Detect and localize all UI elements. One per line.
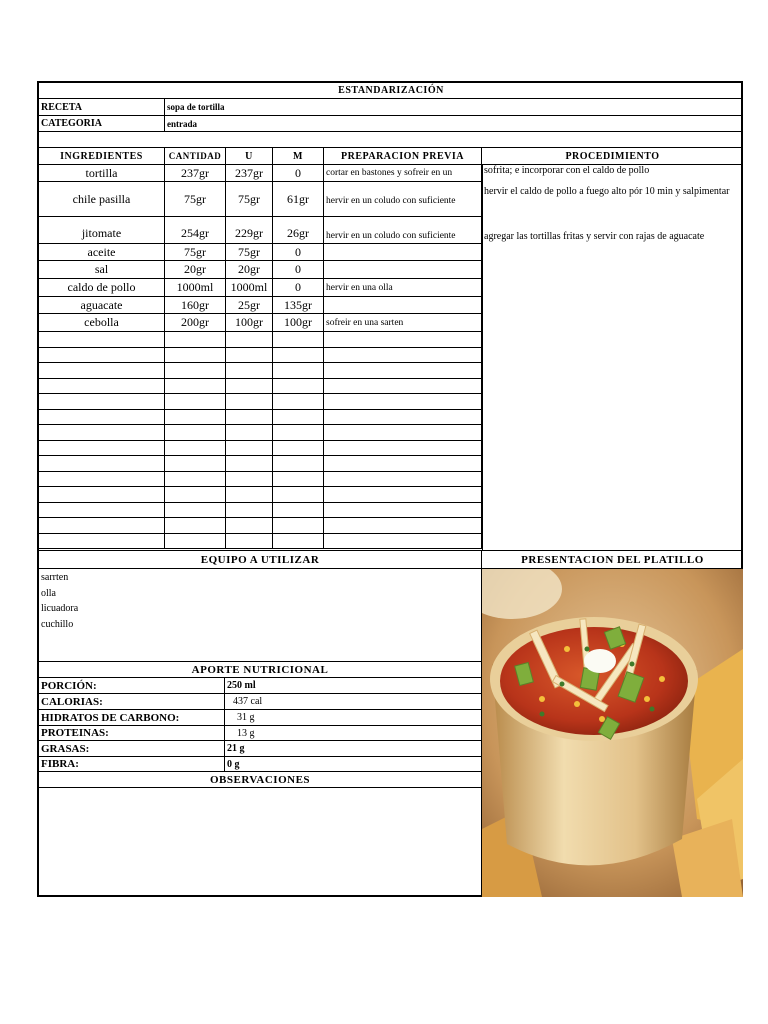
- ingredient-row: [39, 261, 482, 279]
- ingredient-prep: hervir en un coludo con suficiente: [324, 182, 482, 216]
- ingredient-m: 26gr: [273, 217, 324, 243]
- empty-cell: [165, 348, 226, 362]
- ingredient-row: [39, 165, 482, 182]
- nutricion-label: FIBRA:: [39, 757, 225, 771]
- empty-cell: [324, 503, 482, 517]
- empty-row: [39, 503, 482, 518]
- empty-cell: [273, 394, 324, 409]
- blank-row: [39, 132, 743, 148]
- ingredient-name: tortilla: [39, 165, 165, 181]
- empty-row: [39, 348, 482, 363]
- empty-cell: [324, 394, 482, 409]
- ingredient-row: [39, 244, 482, 261]
- col-procedimiento: PROCEDIMIENTO: [565, 150, 660, 162]
- empty-cell: [226, 456, 273, 471]
- ingredient-row: [39, 217, 482, 244]
- empty-row: [39, 518, 482, 534]
- observaciones-box: [39, 788, 482, 897]
- soup-illustration: [482, 569, 743, 897]
- col-cantidad: CANTIDAD: [165, 148, 226, 164]
- ingredient-prep: [324, 244, 482, 260]
- ingredient-m: 0: [273, 244, 324, 260]
- nutricion-value: 0 g: [227, 758, 240, 770]
- nutricion-row: [39, 741, 482, 757]
- empty-cell: [39, 456, 165, 471]
- empty-cell: [273, 425, 324, 440]
- ingredient-cantidad: 1000ml: [165, 279, 226, 296]
- empty-cell: [226, 441, 273, 455]
- ingredient-name: caldo de pollo: [39, 279, 165, 296]
- procedimiento-step: sofrita; e incorporar con el caldo de pollo: [484, 165, 650, 176]
- empty-cell: [165, 534, 226, 548]
- empty-cell: [39, 363, 165, 378]
- nutricion-label: PORCIÓN:: [39, 678, 225, 693]
- empty-cell: [165, 456, 226, 471]
- empty-cell: [39, 379, 165, 393]
- empty-row: [39, 363, 482, 379]
- ingredient-name: aceite: [39, 244, 165, 260]
- empty-cell: [226, 472, 273, 486]
- ingredient-row: [39, 314, 482, 332]
- empty-cell: [226, 503, 273, 517]
- receta-value: sopa de tortilla: [167, 102, 225, 112]
- procedimiento-step: hervir el caldo de pollo a fuego alto pór 10 min y salpimentar: [484, 186, 730, 197]
- empty-cell: [324, 534, 482, 548]
- ingredient-u: 75gr: [226, 244, 273, 260]
- nutricion-label: HIDRATOS DE CARBONO:: [39, 710, 225, 725]
- equipo-item: cuchillo: [41, 618, 74, 630]
- ingredient-cantidad: 200gr: [165, 314, 226, 331]
- col-u: U: [226, 148, 273, 164]
- empty-cell: [273, 332, 324, 347]
- empty-cell: [39, 348, 165, 362]
- empty-row: [39, 332, 482, 348]
- ingredient-cantidad: 75gr: [165, 244, 226, 260]
- empty-cell: [324, 456, 482, 471]
- nutricion-label: CALORIAS:: [39, 694, 225, 709]
- ingredient-m: 135gr: [273, 297, 324, 313]
- ingredient-cantidad: 75gr: [165, 182, 226, 216]
- receta-label: RECETA: [39, 99, 165, 115]
- empty-cell: [226, 518, 273, 533]
- empty-cell: [165, 487, 226, 502]
- equipo-item: olla: [41, 587, 56, 599]
- ingredient-m: 0: [273, 165, 324, 181]
- empty-cell: [273, 456, 324, 471]
- ingredient-name: chile pasilla: [39, 182, 165, 216]
- ingredient-u: 20gr: [226, 261, 273, 278]
- empty-cell: [165, 394, 226, 409]
- ingredient-row: [39, 182, 482, 217]
- procedimiento-divider: [482, 165, 483, 550]
- empty-cell: [165, 518, 226, 533]
- ingredient-prep: [324, 297, 482, 313]
- empty-cell: [324, 487, 482, 502]
- nutricion-row: [39, 757, 482, 772]
- sheet-title: ESTANDARIZACIÓN: [338, 85, 444, 96]
- ingredient-name: aguacate: [39, 297, 165, 313]
- ingredient-prep: sofreir en una sarten: [324, 314, 482, 331]
- equipo-title: EQUIPO A UTILIZAR: [39, 551, 482, 568]
- ingredient-u: 25gr: [226, 297, 273, 313]
- empty-row: [39, 534, 482, 549]
- column-header-row: [39, 148, 743, 165]
- categoria-row: [39, 116, 743, 132]
- nutricion-title: APORTE NUTRICIONAL: [191, 663, 329, 676]
- ingredient-m: 100gr: [273, 314, 324, 331]
- nutricion-value: 31 g: [237, 712, 255, 723]
- empty-cell: [39, 332, 165, 347]
- empty-cell: [324, 425, 482, 440]
- empty-cell: [165, 363, 226, 378]
- section-header-row: [39, 550, 743, 569]
- dish-photo: [482, 569, 743, 897]
- nutricion-value: 13 g: [237, 727, 255, 739]
- empty-cell: [273, 441, 324, 455]
- ingredient-name: jitomate: [39, 217, 165, 243]
- observaciones-title-row: [39, 772, 482, 788]
- empty-cell: [226, 425, 273, 440]
- ingredient-row: [39, 297, 482, 314]
- observaciones-title: OBSERVACIONES: [209, 773, 311, 786]
- empty-row: [39, 394, 482, 410]
- nutricion-value: 250 ml: [227, 680, 256, 691]
- procedimiento-step: agregar las tortillas fritas y servir con rajas de aguacate: [484, 231, 705, 242]
- empty-row: [39, 472, 482, 487]
- nutricion-title-row: [39, 662, 482, 678]
- presentacion-title: PRESENTACION DEL PLATILLO: [521, 553, 704, 566]
- procedimiento-column: [482, 165, 743, 550]
- empty-cell: [226, 534, 273, 548]
- empty-cell: [39, 441, 165, 455]
- nutricion-label: PROTEINAS:: [39, 726, 225, 740]
- empty-cell: [39, 472, 165, 486]
- ingredient-u: 237gr: [226, 165, 273, 181]
- ingredient-prep: hervir en un coludo con suficiente: [324, 217, 482, 243]
- empty-cell: [324, 332, 482, 347]
- ingredient-u: 1000ml: [226, 279, 273, 296]
- empty-cell: [324, 441, 482, 455]
- col-preparacion: PREPARACION PREVIA: [324, 148, 482, 164]
- ingredient-name: sal: [39, 261, 165, 278]
- ingredient-cantidad: 160gr: [165, 297, 226, 313]
- ingredient-cantidad: 20gr: [165, 261, 226, 278]
- empty-cell: [324, 410, 482, 424]
- empty-cell: [324, 472, 482, 486]
- empty-row: [39, 487, 482, 503]
- nutricion-value: 437 cal: [233, 696, 263, 707]
- empty-cell: [165, 425, 226, 440]
- empty-cell: [226, 394, 273, 409]
- col-m: M: [273, 148, 324, 164]
- empty-cell: [226, 348, 273, 362]
- title-row: [39, 83, 743, 99]
- nutricion-row: [39, 678, 482, 694]
- ingredient-m: 0: [273, 261, 324, 278]
- empty-cell: [165, 441, 226, 455]
- empty-cell: [165, 379, 226, 393]
- empty-cell: [226, 363, 273, 378]
- empty-row: [39, 379, 482, 394]
- empty-cell: [226, 332, 273, 347]
- nutricion-value: 21 g: [227, 743, 245, 754]
- equipo-item: licuadora: [41, 603, 79, 614]
- empty-cell: [39, 487, 165, 502]
- recipe-standardization-sheet: [37, 81, 743, 897]
- empty-cell: [324, 518, 482, 533]
- empty-cell: [324, 363, 482, 378]
- empty-cell: [273, 518, 324, 533]
- empty-cell: [273, 348, 324, 362]
- ingredient-prep: [324, 261, 482, 278]
- ingredient-u: 229gr: [226, 217, 273, 243]
- empty-cell: [39, 518, 165, 533]
- empty-cell: [39, 394, 165, 409]
- empty-row: [39, 456, 482, 472]
- ingredient-u: 75gr: [226, 182, 273, 216]
- ingredient-m: 61gr: [273, 182, 324, 216]
- empty-row: [39, 441, 482, 456]
- empty-cell: [273, 410, 324, 424]
- empty-cell: [226, 379, 273, 393]
- empty-cell: [324, 379, 482, 393]
- ingredient-m: 0: [273, 279, 324, 296]
- empty-cell: [273, 503, 324, 517]
- ingredient-prep: hervir en una olla: [324, 279, 482, 296]
- col-ingredientes: INGREDIENTES: [39, 148, 165, 164]
- empty-cell: [39, 503, 165, 517]
- categoria-value: entrada: [167, 118, 197, 129]
- empty-cell: [324, 348, 482, 362]
- empty-cell: [226, 487, 273, 502]
- empty-row: [39, 425, 482, 441]
- ingredient-cantidad: 237gr: [165, 165, 226, 181]
- ingredient-u: 100gr: [226, 314, 273, 331]
- nutricion-row: [39, 694, 482, 710]
- empty-cell: [165, 332, 226, 347]
- empty-row: [39, 410, 482, 425]
- empty-cell: [165, 503, 226, 517]
- empty-cell: [273, 472, 324, 486]
- ingredient-prep: cortar en bastones y sofreir en un: [324, 165, 482, 181]
- empty-cell: [165, 472, 226, 486]
- empty-cell: [226, 410, 273, 424]
- empty-cell: [273, 534, 324, 548]
- ingredient-cantidad: 254gr: [165, 217, 226, 243]
- categoria-label: CATEGORIA: [39, 116, 165, 131]
- empty-cell: [273, 487, 324, 502]
- empty-cell: [165, 410, 226, 424]
- nutricion-label: GRASAS:: [39, 741, 225, 756]
- ingredient-row: [39, 279, 482, 297]
- ingredient-name: cebolla: [39, 314, 165, 331]
- empty-cell: [273, 363, 324, 378]
- empty-cell: [39, 425, 165, 440]
- empty-cell: [273, 379, 324, 393]
- equipo-item: sarrten: [41, 572, 69, 583]
- empty-cell: [39, 410, 165, 424]
- receta-row: [39, 99, 743, 116]
- equipo-list: [39, 569, 482, 662]
- nutricion-row: [39, 710, 482, 726]
- nutricion-row: [39, 726, 482, 741]
- empty-cell: [39, 534, 165, 548]
